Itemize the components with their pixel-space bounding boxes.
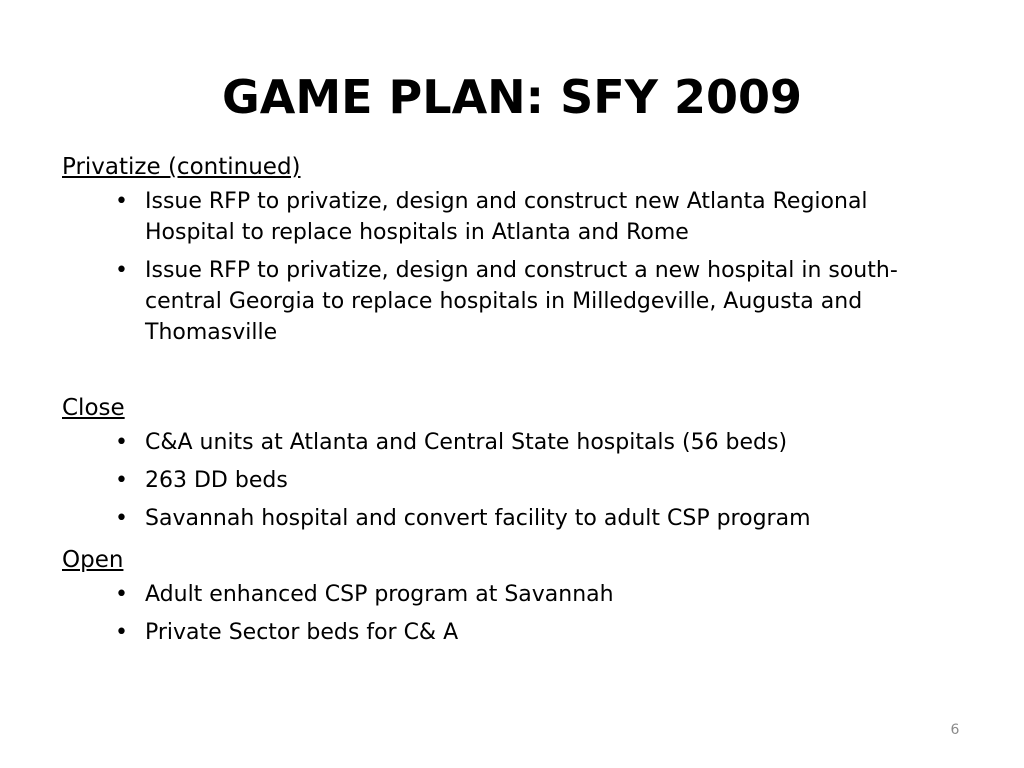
bullet-icon: • (115, 620, 128, 645)
list-item (115, 255, 962, 348)
list-item (115, 617, 962, 648)
list-item-text: Issue RFP to privatize, design and construct new Atlanta Regional Hospital to replace hospitals in Atlanta and Rome (145, 189, 868, 245)
bullet-icon: • (115, 189, 128, 214)
bullet-icon: • (115, 258, 128, 283)
privatize-list (62, 186, 962, 348)
section-heading-close: Close (62, 395, 125, 421)
list-item-text: Private Sector beds for C& A (145, 620, 459, 645)
close-list (62, 427, 962, 534)
list-item (115, 186, 962, 248)
bullet-icon: • (115, 582, 128, 607)
list-item-text: Savannah hospital and convert facility to adult CSP program (145, 506, 811, 531)
bullet-icon: • (115, 506, 128, 531)
list-item-text: 263 DD beds (145, 468, 288, 493)
list-item-text: Adult enhanced CSP program at Savannah (145, 582, 614, 607)
list-item (115, 503, 962, 534)
page-number: 6 (950, 722, 960, 738)
list-item (115, 427, 962, 458)
list-item-text: Issue RFP to privatize, design and construct a new hospital in south-central Georgia to replace hospitals in Milledgeville, Augusta and Thomasville (145, 258, 898, 345)
list-item (115, 465, 962, 496)
slide-title: GAME PLAN: SFY 2009 (221, 70, 802, 124)
bullet-icon: • (115, 468, 128, 493)
bullet-icon: • (115, 430, 128, 455)
section-heading-open: Open (62, 547, 124, 573)
open-list (62, 579, 962, 648)
list-item (115, 579, 962, 610)
section-spacer (62, 355, 962, 389)
slide-content (62, 148, 962, 655)
list-item-text: C&A units at Atlanta and Central State hospitals (56 beds) (145, 430, 788, 455)
section-heading-privatize: Privatize (continued) (62, 154, 301, 180)
